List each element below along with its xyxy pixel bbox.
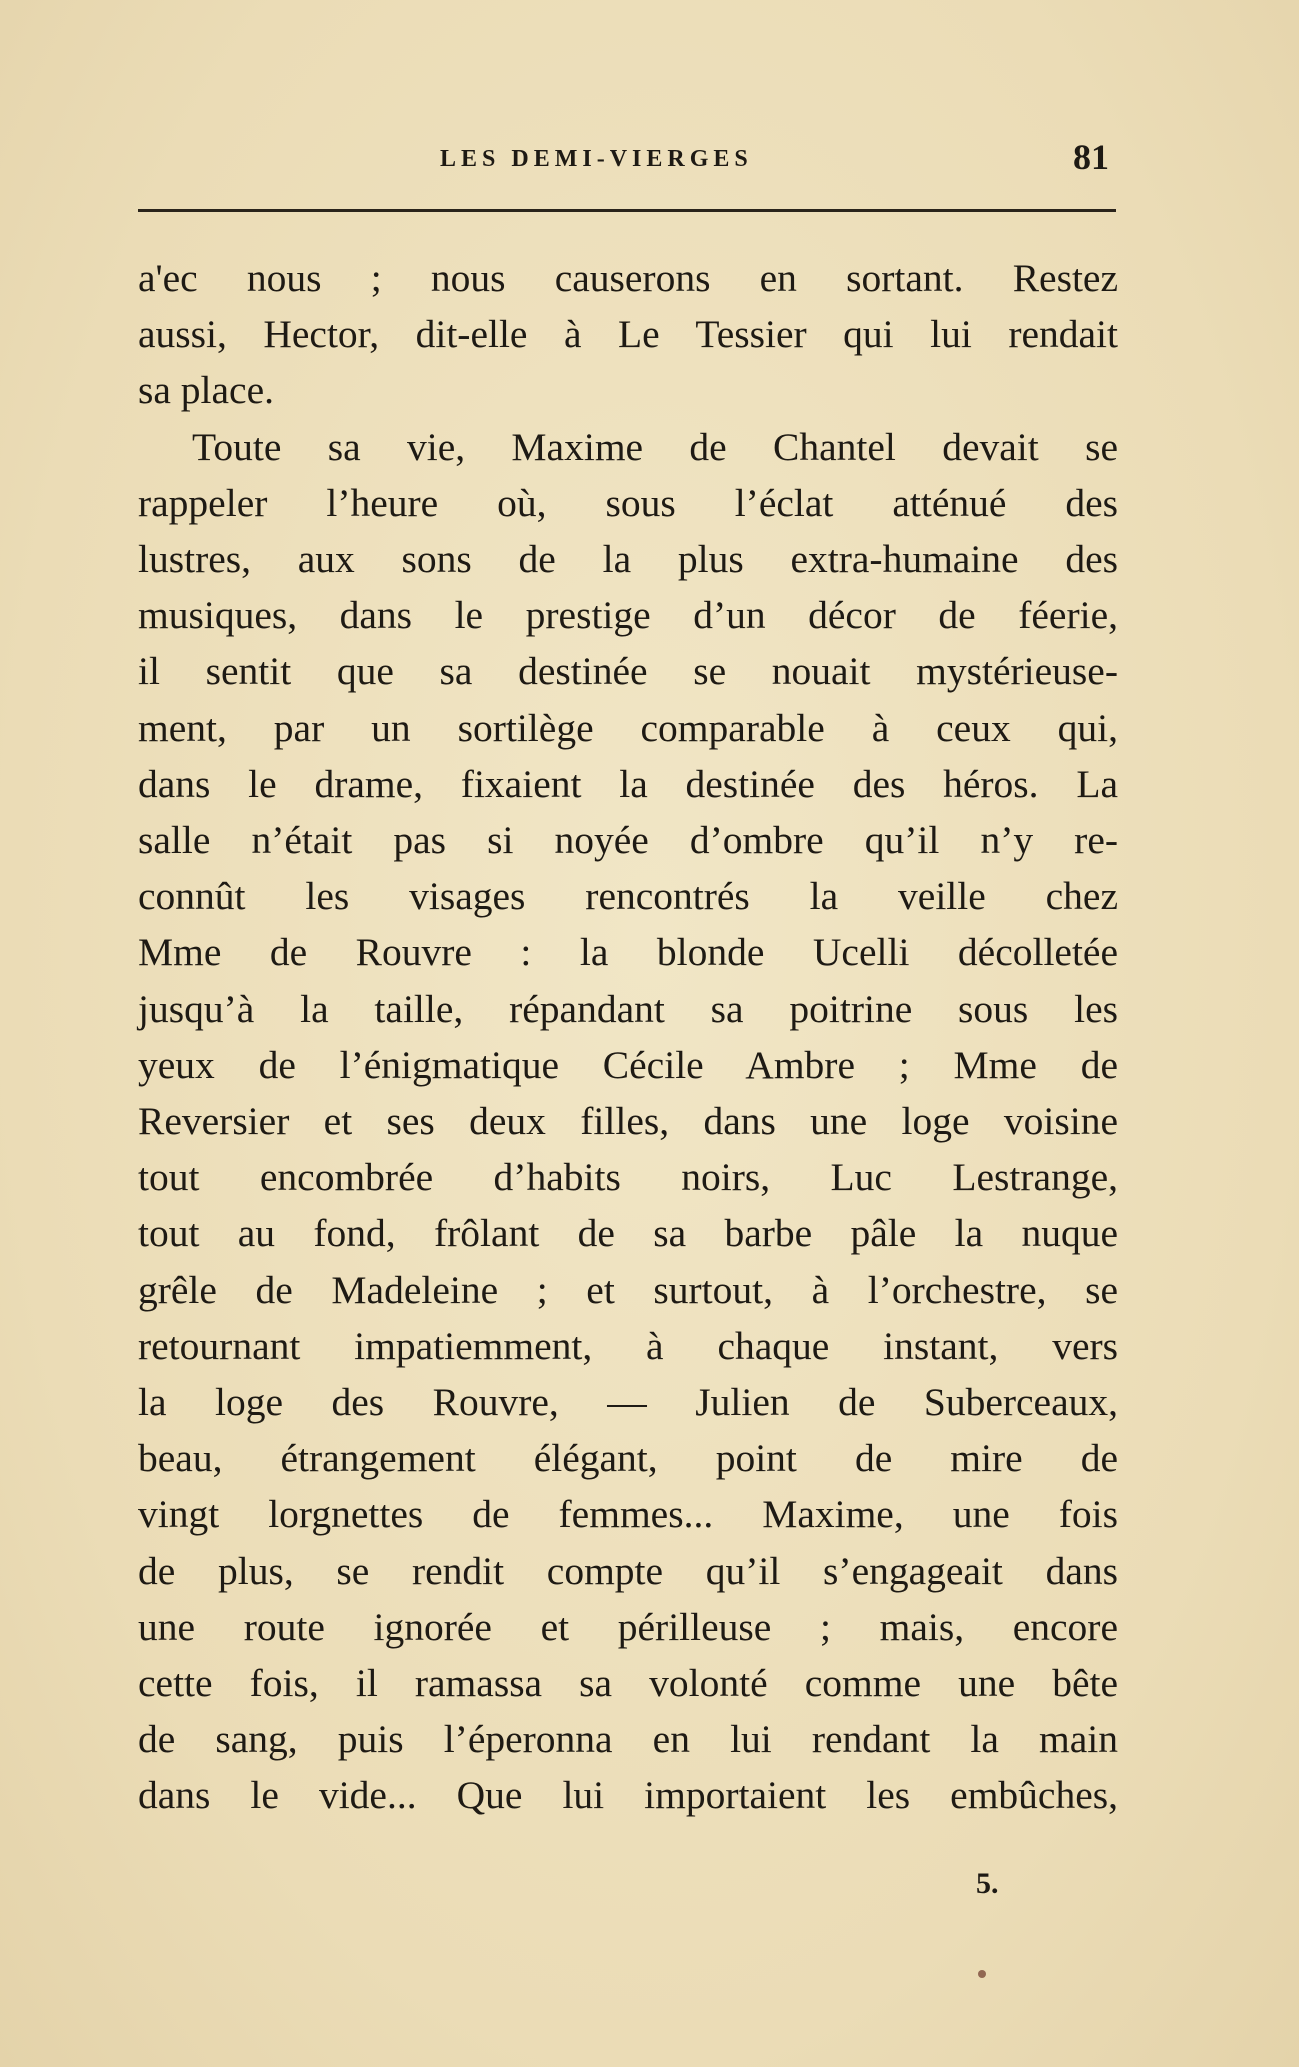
text-line: salle n’était pas si noyée d’ombre qu’il n’y re-: [138, 818, 1118, 863]
text-line: Mme de Rouvre : la blonde Ucelli décolletée: [138, 930, 1118, 975]
text-line: grêle de Madeleine ; et surtout, à l’orchestre, se: [138, 1267, 1118, 1312]
text-line: yeux de l’énigmatique Cécile Ambre ; Mme de: [138, 1042, 1118, 1087]
text-line: cette fois, il ramassa sa volonté comme une bête: [138, 1661, 1118, 1706]
text-line: jusqu’à la taille, répandant sa poitrine sous les: [138, 986, 1118, 1031]
text-line: a'ec nous ; nous causerons en sortant. Restez: [138, 256, 1118, 300]
body-text: [138, 250, 1118, 1824]
text-line: vingt lorgnettes de femmes... Maxime, une fois: [138, 1492, 1118, 1537]
paper-speck: [978, 1970, 986, 1978]
text-line: lustres, aux sons de la plus extra-humaine des: [138, 537, 1118, 582]
text-line: une route ignorée et périlleuse ; mais, encore: [138, 1604, 1118, 1649]
text-line: la loge des Rouvre, — Julien de Suberceaux,: [138, 1380, 1118, 1425]
running-head-title: LES DEMI-VIERGES: [440, 146, 753, 172]
text-line: aussi, Hector, dit-elle à Le Tessier qui lui rendait: [138, 312, 1118, 357]
text-line: musiques, dans le prestige d’un décor de féerie,: [138, 593, 1118, 638]
text-line: dans le vide... Que lui importaient les embûches,: [138, 1773, 1118, 1818]
text-line: connût les visages rencontrés la veille chez: [138, 874, 1118, 919]
text-line: ment, par un sortilège comparable à ceux qui,: [138, 705, 1118, 750]
text-line: retournant impatiemment, à chaque instant, vers: [138, 1323, 1118, 1368]
text-line: dans le drame, fixaient la destinée des héros. La: [138, 761, 1118, 806]
text-line: de plus, se rendit compte qu’il s’engageait dans: [138, 1548, 1118, 1593]
text-line: Toute sa vie, Maxime de Chantel devait se: [192, 424, 1118, 469]
signature-mark: 5.: [976, 1867, 999, 1900]
text-line: Reversier et ses deux filles, dans une loge voisine: [138, 1099, 1118, 1144]
text-line: de sang, puis l’éperonna en lui rendant la main: [138, 1717, 1118, 1762]
text-line: tout au fond, frôlant de sa barbe pâle la nuque: [138, 1211, 1118, 1256]
text-line: tout encombrée d’habits noirs, Luc Lestrange,: [138, 1155, 1118, 1200]
text-line: rappeler l’heure où, sous l’éclat atténué des: [138, 480, 1118, 525]
text-line: beau, étrangement élégant, point de mire de: [138, 1436, 1118, 1481]
header-rule: [138, 209, 1116, 212]
text-line: il sentit que sa destinée se nouait mystérieuse-: [138, 649, 1118, 694]
page-number: 81: [1073, 137, 1109, 177]
text-line: sa place.: [138, 368, 274, 413]
